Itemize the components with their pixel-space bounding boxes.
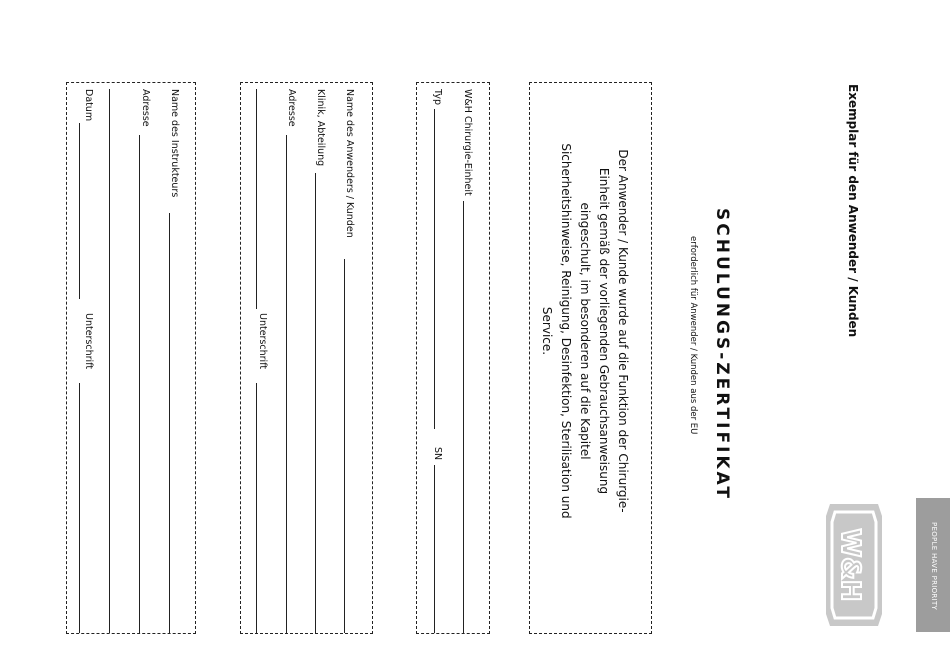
instructor-address-label: Adresse [140, 89, 151, 127]
unit-label: W&H Chirurgie-Einheit [462, 89, 473, 196]
instructor-name-label: Name des Instrukteurs [169, 89, 180, 198]
instructor-box [66, 82, 196, 634]
customer-name-label: Name des Anwenders / Kunden [344, 89, 355, 238]
certificate-title: SCHULUNGS-ZERTIFIKAT [712, 208, 732, 501]
instructor-address-line[interactable] [139, 135, 140, 633]
instructor-name-line[interactable] [169, 213, 170, 633]
instructor-signature-label: Unterschrift [83, 313, 94, 370]
customer-box [240, 82, 373, 634]
customer-signature-line-b[interactable] [256, 383, 257, 633]
type-line[interactable] [434, 109, 435, 429]
customer-name-line[interactable] [344, 259, 345, 633]
clinic-line[interactable] [315, 173, 316, 633]
type-label: Typ [432, 89, 443, 105]
brand-logo-text: W&H [835, 528, 865, 602]
certificate-statement-box [529, 82, 652, 634]
customer-signature-label: Unterschrift [257, 313, 268, 370]
certificate-subtitle: erforderlich für Anwender / Kunden aus der EU [688, 236, 698, 435]
date-label: Datum [83, 89, 94, 122]
customer-address-label: Adresse [286, 89, 297, 127]
date-line[interactable] [79, 123, 80, 299]
brand-bar [916, 498, 950, 632]
middle-line[interactable] [109, 89, 110, 633]
customer-address-line[interactable] [286, 135, 287, 633]
brand-tagline: PEOPLE HAVE PRIORITY [930, 522, 938, 611]
customer-signature-line-a[interactable] [256, 89, 257, 309]
certificate-statement: Der Anwender / Kunde wurde auf die Funktion der Chirurgie-Einheit gemäß der vorliegenden Gebrauchsanweisung eingeschult, im besonderen auf die Kapitel Sicherheitshinweise, Reinigung, Desinfektion, Sterilisation und Service. [540, 143, 630, 519]
clinic-label: Klinik, Abteilung [315, 89, 326, 167]
unit-line[interactable] [463, 201, 464, 633]
sn-label: SN [432, 447, 443, 461]
copy-label: Exemplar für den Anwender / Kunden [846, 84, 860, 338]
sn-line[interactable] [434, 465, 435, 633]
brand-logo-icon [822, 500, 886, 630]
unit-box [416, 82, 490, 634]
instructor-signature-line[interactable] [79, 383, 80, 633]
